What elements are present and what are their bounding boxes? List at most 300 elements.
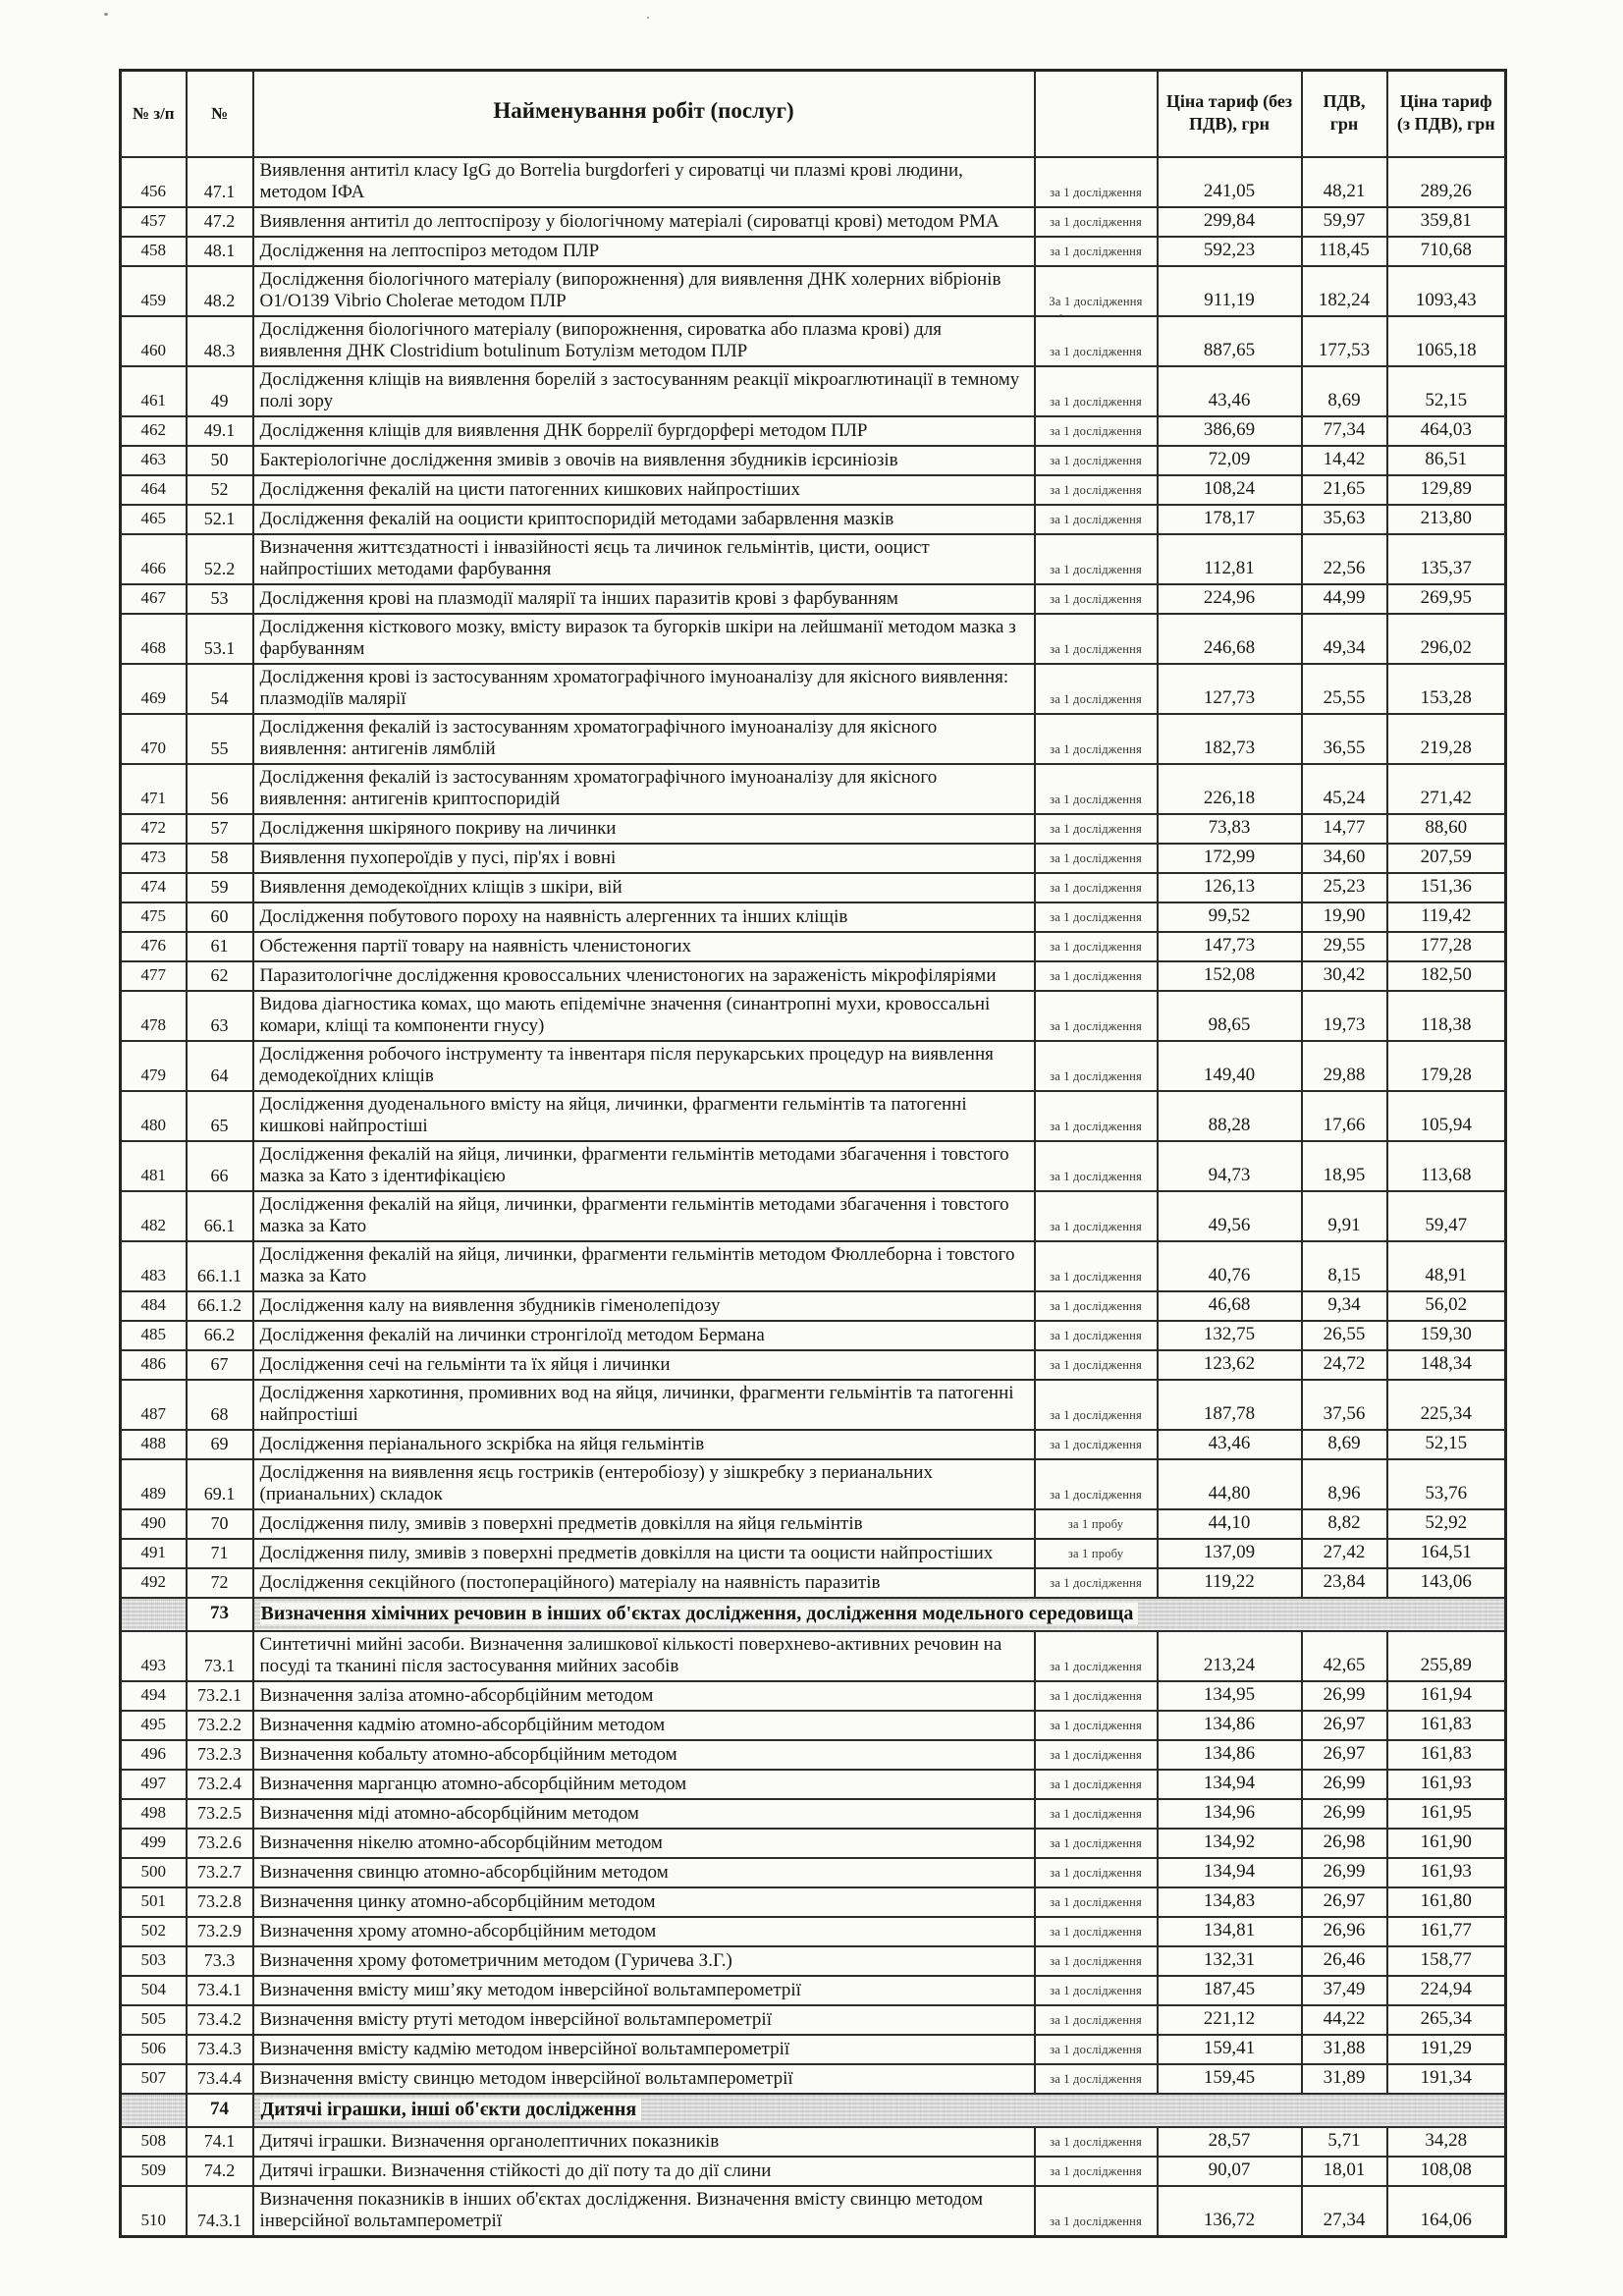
cell-service-name: Визначення вмісту кадмію методом інверсійної вольтамперометрії (253, 2035, 1035, 2064)
cell-service-name: Дослідження робочого інструменту та інвентаря після перукарських процедур на виявлення демодекоїдних кліщів (253, 1041, 1035, 1091)
cell-vat: 27,42 (1302, 1539, 1387, 1568)
cell-row-number: 493 (121, 1631, 187, 1681)
table-row (121, 814, 1506, 844)
cell-price-no-vat: 44,10 (1158, 1509, 1302, 1539)
cell-vat: 26,98 (1302, 1829, 1387, 1858)
cell-unit: за 1 дослідження (1035, 1321, 1158, 1350)
cell-row-number (121, 1598, 187, 1631)
cell-price-with-vat: 182,50 (1387, 961, 1506, 991)
cell-unit: за 1 дослідження (1035, 2035, 1158, 2064)
cell-price-no-vat: 134,94 (1158, 1858, 1302, 1887)
cell-row-number: 456 (121, 157, 187, 207)
table-row (121, 902, 1506, 932)
cell-item-number: 59 (187, 873, 253, 902)
cell-vat: 26,97 (1302, 1740, 1387, 1770)
cell-vat: 34,60 (1302, 844, 1387, 873)
cell-row-number: 510 (121, 2186, 187, 2237)
cell-price-with-vat: 161,83 (1387, 1740, 1506, 1770)
table-row (121, 237, 1506, 266)
cell-row-number: 503 (121, 1946, 187, 1976)
cell-price-no-vat: 126,13 (1158, 873, 1302, 902)
cell-price-no-vat: 136,72 (1158, 2186, 1302, 2237)
cell-unit: за 1 дослідження (1035, 1829, 1158, 1858)
table-row (121, 1799, 1506, 1829)
cell-item-number: 65 (187, 1091, 253, 1141)
cell-price-no-vat: 592,23 (1158, 237, 1302, 266)
cell-vat: 26,99 (1302, 1770, 1387, 1799)
cell-service-name: Визначення марганцю атомно-абсорбційним методом (253, 1770, 1035, 1799)
cell-vat: 26,96 (1302, 1917, 1387, 1946)
cell-price-no-vat: 134,81 (1158, 1917, 1302, 1946)
cell-price-with-vat: 143,06 (1387, 1568, 1506, 1598)
cell-price-with-vat: 225,34 (1387, 1380, 1506, 1430)
cell-item-number: 73.2.4 (187, 1770, 253, 1799)
cell-vat: 8,69 (1302, 366, 1387, 416)
cell-item-number: 54 (187, 664, 253, 714)
cell-service-name: Дослідження фекалій на ооцисти криптоспоридій методами забарвлення мазків (253, 505, 1035, 534)
cell-unit: за 1 дослідження (1035, 1459, 1158, 1509)
cell-price-no-vat: 49,56 (1158, 1191, 1302, 1241)
cell-unit: за 1 дослідження (1035, 366, 1158, 416)
cell-price-with-vat: 161,95 (1387, 1799, 1506, 1829)
cell-price-no-vat: 159,41 (1158, 2035, 1302, 2064)
cell-service-name: Визначення життєздатності і інвазійності яєць та личинок гельмінтів, цисти, ооцист найпростіших методами фарбування (253, 534, 1035, 584)
cell-service-name: Дослідження фекалій на яйця, личинки, фрагменти гельмінтів методом Фюллеборна і товстого мазка за Като (253, 1241, 1035, 1291)
cell-price-no-vat: 28,57 (1158, 2127, 1302, 2157)
cell-service-name: Дослідження фекалій із застосуванням хроматографічного імуноаналізу для якісного виявлення: антигенів лямблій (253, 714, 1035, 764)
cell-vat: 22,56 (1302, 534, 1387, 584)
cell-price-no-vat: 98,65 (1158, 991, 1302, 1041)
table-row (121, 1539, 1506, 1568)
cell-service-name: Бактеріологічне дослідження змивів з овочів на виявлення збудників ієрсиніозів (253, 446, 1035, 475)
cell-item-number: 74.3.1 (187, 2186, 253, 2237)
cell-item-number: 66.1.1 (187, 1241, 253, 1291)
cell-row-number: 480 (121, 1091, 187, 1141)
cell-price-with-vat: 86,51 (1387, 446, 1506, 475)
table-row (121, 157, 1506, 207)
cell-unit: за 1 дослідження (1035, 2064, 1158, 2094)
cell-vat: 23,84 (1302, 1568, 1387, 1598)
cell-row-number: 459 (121, 266, 187, 316)
cell-vat: 9,34 (1302, 1291, 1387, 1321)
cell-unit: за 1 дослідження (1035, 1711, 1158, 1740)
cell-item-number: 73.2.5 (187, 1799, 253, 1829)
cell-price-no-vat: 134,94 (1158, 1770, 1302, 1799)
cell-vat: 29,88 (1302, 1041, 1387, 1091)
cell-price-no-vat: 187,78 (1158, 1380, 1302, 1430)
cell-price-no-vat: 123,62 (1158, 1350, 1302, 1380)
table-row (121, 1858, 1506, 1887)
cell-unit: за 1 дослідження (1035, 1770, 1158, 1799)
cell-unit: за 1 дослідження (1035, 157, 1158, 207)
cell-row-number: 498 (121, 1799, 187, 1829)
table-row (121, 1946, 1506, 1976)
table-row (121, 1681, 1506, 1711)
cell-price-with-vat: 161,83 (1387, 1711, 1506, 1740)
cell-row-number: 477 (121, 961, 187, 991)
cell-unit: за 1 дослідження (1035, 475, 1158, 505)
cell-item-number: 73.4.4 (187, 2064, 253, 2094)
cell-row-number: 460 (121, 316, 187, 366)
table-row (121, 873, 1506, 902)
cell-service-name: Дослідження побутового пороху на наявність алергенних та інших кліщів (253, 902, 1035, 932)
table-row (121, 2186, 1506, 2237)
cell-price-no-vat: 224,96 (1158, 584, 1302, 614)
cell-item-number: 52.2 (187, 534, 253, 584)
cell-vat: 42,65 (1302, 1631, 1387, 1681)
cell-price-with-vat: 129,89 (1387, 475, 1506, 505)
cell-row-number: 491 (121, 1539, 187, 1568)
cell-unit: за 1 дослідження (1035, 316, 1158, 366)
cell-row-number: 506 (121, 2035, 187, 2064)
cell-row-number: 474 (121, 873, 187, 902)
cell-unit: за 1 дослідження (1035, 1241, 1158, 1291)
table-row (121, 1976, 1506, 2005)
cell-item-number: 67 (187, 1350, 253, 1380)
table-row (121, 1770, 1506, 1799)
cell-price-no-vat: 88,28 (1158, 1091, 1302, 1141)
cell-service-name: Дослідження фекалій на цисти патогенних кишкових найпростіших (253, 475, 1035, 505)
cell-unit: за 1 пробу (1035, 1509, 1158, 1539)
cell-vat: 37,49 (1302, 1976, 1387, 2005)
cell-service-name: Визначення хрому фотометричним методом (Гуричева З.Г.) (253, 1946, 1035, 1976)
cell-price-with-vat: 161,93 (1387, 1858, 1506, 1887)
table-row (121, 1917, 1506, 1946)
cell-service-name: Дослідження секційного (постопераційного) матеріалу на наявність паразитів (253, 1568, 1035, 1598)
cell-service-name: Визначення заліза атомно-абсорбційним методом (253, 1681, 1035, 1711)
cell-service-name: Визначення міді атомно-абсорбційним методом (253, 1799, 1035, 1829)
cell-service-name: Визначення вмісту миш’яку методом інверсійної вольтамперометрії (253, 1976, 1035, 2005)
cell-service-name: Визначення нікелю атомно-абсорбційним методом (253, 1829, 1035, 1858)
cell-row-number: 508 (121, 2127, 187, 2157)
table-row (121, 366, 1506, 416)
cell-vat: 18,95 (1302, 1141, 1387, 1191)
table-row (121, 844, 1506, 873)
cell-item-number: 71 (187, 1539, 253, 1568)
header-row-number: № з/п (121, 71, 187, 157)
cell-item-number: 73.2.8 (187, 1887, 253, 1917)
table-row (121, 1191, 1506, 1241)
cell-service-name: Виявлення антитіл до лептоспірозу у біологічному матеріалі (сироватці крові) методом РМА (253, 207, 1035, 237)
cell-service-name: Визначення кобальту атомно-абсорбційним методом (253, 1740, 1035, 1770)
cell-item-number: 73.2.7 (187, 1858, 253, 1887)
table-row (121, 1241, 1506, 1291)
cell-price-no-vat: 132,75 (1158, 1321, 1302, 1350)
table-row (121, 1430, 1506, 1459)
cell-unit: за 1 дослідження (1035, 1380, 1158, 1430)
cell-service-name: Дослідження біологічного матеріалу (випорожнення, сироватка або плазма крові) для виявлення ДНК Clostridium botulinum Ботулізм методом ПЛР (253, 316, 1035, 366)
cell-price-no-vat: 187,45 (1158, 1976, 1302, 2005)
cell-item-number: 48.1 (187, 237, 253, 266)
cell-unit: За 1 дослідження (1035, 266, 1158, 316)
cell-row-number: 471 (121, 764, 187, 814)
cell-price-with-vat: 296,02 (1387, 614, 1506, 664)
cell-vat: 37,56 (1302, 1380, 1387, 1430)
cell-unit: за 1 дослідження (1035, 1681, 1158, 1711)
cell-row-number: 458 (121, 237, 187, 266)
cell-unit: за 1 дослідження (1035, 237, 1158, 266)
cell-unit: за 1 дослідження (1035, 961, 1158, 991)
cell-vat: 49,34 (1302, 614, 1387, 664)
cell-vat: 26,97 (1302, 1887, 1387, 1917)
cell-row-number: 464 (121, 475, 187, 505)
cell-vat: 31,89 (1302, 2064, 1387, 2094)
cell-unit: за 1 дослідження (1035, 1887, 1158, 1917)
table-row (121, 1509, 1506, 1539)
table-row (121, 1350, 1506, 1380)
cell-service-name: Визначення свинцю атомно-абсорбційним методом (253, 1858, 1035, 1887)
section-header-row (121, 2094, 1506, 2127)
cell-row-number (121, 2094, 187, 2127)
cell-row-number: 496 (121, 1740, 187, 1770)
cell-row-number: 486 (121, 1350, 187, 1380)
header-service-name: Найменування робіт (послуг) (253, 71, 1035, 157)
table-row (121, 991, 1506, 1041)
cell-row-number: 478 (121, 991, 187, 1041)
cell-unit: за 1 дослідження (1035, 207, 1158, 237)
cell-item-number: 47.1 (187, 157, 253, 207)
table-row (121, 1141, 1506, 1191)
cell-item-number: 64 (187, 1041, 253, 1091)
cell-row-number: 462 (121, 416, 187, 446)
cell-row-number: 489 (121, 1459, 187, 1509)
cell-service-name: Дослідження калу на виявлення збудників гіменолепідозу (253, 1291, 1035, 1321)
cell-vat: 17,66 (1302, 1091, 1387, 1141)
header-price-no-vat: Ціна тариф (без ПДВ), грн (1158, 71, 1302, 157)
cell-item-number: 74.1 (187, 2127, 253, 2157)
cell-vat: 77,34 (1302, 416, 1387, 446)
cell-price-with-vat: 219,28 (1387, 714, 1506, 764)
cell-price-with-vat: 164,51 (1387, 1539, 1506, 1568)
table-row (121, 1380, 1506, 1430)
cell-service-name: Дослідження кліщів на виявлення борелій з застосуванням реакції мікроаглютинації в темному полі зору (253, 366, 1035, 416)
cell-vat: 45,24 (1302, 764, 1387, 814)
cell-price-with-vat: 224,94 (1387, 1976, 1506, 2005)
cell-item-number: 66.1 (187, 1191, 253, 1241)
cell-price-with-vat: 1093,43 (1387, 266, 1506, 316)
cell-price-no-vat: 221,12 (1158, 2005, 1302, 2035)
cell-unit: за 1 дослідження (1035, 991, 1158, 1041)
cell-row-number: 505 (121, 2005, 187, 2035)
cell-service-name: Дослідження періанального зскрібка на яйця гельмінтів (253, 1430, 1035, 1459)
cell-price-with-vat: 108,08 (1387, 2157, 1506, 2186)
cell-unit: за 1 дослідження (1035, 2157, 1158, 2186)
cell-price-no-vat: 152,08 (1158, 961, 1302, 991)
cell-item-number: 73.2.1 (187, 1681, 253, 1711)
cell-vat: 8,82 (1302, 1509, 1387, 1539)
cell-row-number: 468 (121, 614, 187, 664)
cell-unit: за 1 дослідження (1035, 932, 1158, 961)
cell-price-no-vat: 172,99 (1158, 844, 1302, 873)
cell-row-number: 504 (121, 1976, 187, 2005)
table-row (121, 2064, 1506, 2094)
cell-item-number: 73.4.2 (187, 2005, 253, 2035)
cell-price-with-vat: 34,28 (1387, 2127, 1506, 2157)
cell-vat: 18,01 (1302, 2157, 1387, 2186)
cell-price-no-vat: 159,45 (1158, 2064, 1302, 2094)
cell-price-no-vat: 44,80 (1158, 1459, 1302, 1509)
cell-vat: 19,73 (1302, 991, 1387, 1041)
cell-price-no-vat: 226,18 (1158, 764, 1302, 814)
cell-price-no-vat: 134,86 (1158, 1711, 1302, 1740)
cell-unit: за 1 дослідження (1035, 614, 1158, 664)
cell-price-with-vat: 119,42 (1387, 902, 1506, 932)
cell-price-no-vat: 43,46 (1158, 366, 1302, 416)
cell-price-no-vat: 134,92 (1158, 1829, 1302, 1858)
cell-unit: за 1 пробу (1035, 1539, 1158, 1568)
cell-price-with-vat: 265,34 (1387, 2005, 1506, 2035)
cell-price-with-vat: 207,59 (1387, 844, 1506, 873)
table-row (121, 2035, 1506, 2064)
table-row (121, 1459, 1506, 1509)
cell-service-name: Дослідження фекалій на яйця, личинки, фрагменти гельмінтів методами збагачення і товстого мазка за Като з ідентифікацією (253, 1141, 1035, 1191)
cell-unit: за 1 дослідження (1035, 1041, 1158, 1091)
cell-unit: за 1 дослідження (1035, 1740, 1158, 1770)
cell-item-number: 69 (187, 1430, 253, 1459)
cell-service-name: Визначення хрому атомно-абсорбційним методом (253, 1917, 1035, 1946)
table-row (121, 316, 1506, 366)
cell-service-name: Дослідження біологічного матеріалу (випорожнення) для виявлення ДНК холерних вібріонів О1/О139 Vibrio Cholerae методом ПЛР (253, 266, 1035, 316)
cell-price-no-vat: 386,69 (1158, 416, 1302, 446)
cell-row-number: 465 (121, 505, 187, 534)
cell-item-number: 49.1 (187, 416, 253, 446)
table-row (121, 714, 1506, 764)
cell-price-no-vat: 99,52 (1158, 902, 1302, 932)
table-row (121, 1321, 1506, 1350)
cell-service-name: Видова діагностика комах, що мають епідемічне значення (синантропні мухи, кровоссальні комари, кліщі та компоненти гнусу) (253, 991, 1035, 1041)
cell-price-with-vat: 52,92 (1387, 1509, 1506, 1539)
cell-row-number: 466 (121, 534, 187, 584)
cell-service-name: Дослідження на виявлення яєць гостриків (ентеробіозу) у зішкребку з перианальних (прианальних) складок (253, 1459, 1035, 1509)
cell-item-number: 61 (187, 932, 253, 961)
cell-item-number: 66.1.2 (187, 1291, 253, 1321)
cell-price-with-vat: 191,29 (1387, 2035, 1506, 2064)
cell-price-with-vat: 153,28 (1387, 664, 1506, 714)
cell-price-no-vat: 132,31 (1158, 1946, 1302, 1976)
cell-item-number: 73.4.1 (187, 1976, 253, 2005)
cell-row-number: 501 (121, 1887, 187, 1917)
cell-item-number: 73.2.2 (187, 1711, 253, 1740)
cell-price-with-vat: 289,26 (1387, 157, 1506, 207)
cell-price-with-vat: 464,03 (1387, 416, 1506, 446)
cell-service-name: Дослідження крові на плазмодії малярії та інших паразитів крові з фарбуванням (253, 584, 1035, 614)
cell-item-number: 50 (187, 446, 253, 475)
cell-service-name: Визначення вмісту ртуті методом інверсійної вольтамперометрії (253, 2005, 1035, 2035)
cell-vat: 118,45 (1302, 237, 1387, 266)
cell-price-no-vat: 182,73 (1158, 714, 1302, 764)
cell-item-number: 68 (187, 1380, 253, 1430)
cell-unit: за 1 дослідження (1035, 1917, 1158, 1946)
cell-price-no-vat: 127,73 (1158, 664, 1302, 714)
cell-unit: за 1 дослідження (1035, 534, 1158, 584)
cell-price-no-vat: 134,86 (1158, 1740, 1302, 1770)
scan-speck (647, 17, 649, 19)
table-row (121, 505, 1506, 534)
cell-price-with-vat: 52,15 (1387, 1430, 1506, 1459)
cell-vat: 8,15 (1302, 1241, 1387, 1291)
cell-price-with-vat: 161,90 (1387, 1829, 1506, 1858)
cell-price-no-vat: 299,84 (1158, 207, 1302, 237)
cell-vat: 29,55 (1302, 932, 1387, 961)
cell-item-number: 60 (187, 902, 253, 932)
cell-price-no-vat: 112,81 (1158, 534, 1302, 584)
cell-unit: за 1 дослідження (1035, 1858, 1158, 1887)
table-row (121, 2127, 1506, 2157)
cell-vat: 5,71 (1302, 2127, 1387, 2157)
price-table-body (121, 157, 1506, 2237)
cell-price-no-vat: 72,09 (1158, 446, 1302, 475)
cell-price-with-vat: 151,36 (1387, 873, 1506, 902)
cell-price-no-vat: 108,24 (1158, 475, 1302, 505)
cell-item-number: 73.2.6 (187, 1829, 253, 1858)
cell-service-name: Дитячі іграшки. Визначення органолептичних показників (253, 2127, 1035, 2157)
header-unit (1035, 71, 1158, 157)
cell-vat: 36,55 (1302, 714, 1387, 764)
cell-price-no-vat: 134,96 (1158, 1799, 1302, 1829)
table-row (121, 764, 1506, 814)
cell-vat: 25,23 (1302, 873, 1387, 902)
table-row (121, 961, 1506, 991)
cell-price-with-vat: 177,28 (1387, 932, 1506, 961)
cell-service-name: Дослідження фекалій із застосуванням хроматографічного імуноаналізу для якісного виявлення: антигенів криптоспоридій (253, 764, 1035, 814)
cell-price-no-vat: 134,95 (1158, 1681, 1302, 1711)
cell-price-no-vat: 46,68 (1158, 1291, 1302, 1321)
cell-item-number: 48.2 (187, 266, 253, 316)
cell-row-number: 457 (121, 207, 187, 237)
cell-vat: 59,97 (1302, 207, 1387, 237)
cell-service-name: Дослідження кісткового мозку, вмісту виразок та бугорків шкіри на лейшманії методом мазка з фарбуванням (253, 614, 1035, 664)
cell-item-number: 73.3 (187, 1946, 253, 1976)
cell-row-number: 470 (121, 714, 187, 764)
cell-unit: за 1 дослідження (1035, 1568, 1158, 1598)
cell-item-number: 53 (187, 584, 253, 614)
cell-item-number: 69.1 (187, 1459, 253, 1509)
table-row (121, 1091, 1506, 1141)
cell-vat: 48,21 (1302, 157, 1387, 207)
cell-price-with-vat: 1065,18 (1387, 316, 1506, 366)
cell-item-number: 52.1 (187, 505, 253, 534)
cell-price-with-vat: 179,28 (1387, 1041, 1506, 1091)
table-header-row (121, 71, 1506, 157)
cell-unit: за 1 дослідження (1035, 416, 1158, 446)
cell-price-no-vat: 178,17 (1158, 505, 1302, 534)
cell-row-number: 461 (121, 366, 187, 416)
cell-unit: за 1 дослідження (1035, 505, 1158, 534)
cell-vat: 8,69 (1302, 1430, 1387, 1459)
cell-row-number: 476 (121, 932, 187, 961)
cell-row-number: 483 (121, 1241, 187, 1291)
cell-item-number: 70 (187, 1509, 253, 1539)
cell-service-name: Виявлення антитіл класу IgG до Borrelia burgdorferi у сироватці чи плазмі крові людини, методом ІФА (253, 157, 1035, 207)
cell-item-number: 53.1 (187, 614, 253, 664)
cell-item-number: 74.2 (187, 2157, 253, 2186)
cell-item-number: 73.2.3 (187, 1740, 253, 1770)
cell-service-name: Паразитологічне дослідження кровоссальних членистоногих на зараженість мікрофіляріями (253, 961, 1035, 991)
cell-price-no-vat: 134,83 (1158, 1887, 1302, 1917)
cell-row-number: 497 (121, 1770, 187, 1799)
cell-vat: 24,72 (1302, 1350, 1387, 1380)
cell-row-number: 492 (121, 1568, 187, 1598)
cell-item-number: 72 (187, 1568, 253, 1598)
cell-row-number: 488 (121, 1430, 187, 1459)
cell-row-number: 499 (121, 1829, 187, 1858)
table-row (121, 475, 1506, 505)
table-row (121, 1568, 1506, 1598)
table-row (121, 2005, 1506, 2035)
cell-vat: 8,96 (1302, 1459, 1387, 1509)
cell-row-number: 500 (121, 1858, 187, 1887)
table-row (121, 1887, 1506, 1917)
